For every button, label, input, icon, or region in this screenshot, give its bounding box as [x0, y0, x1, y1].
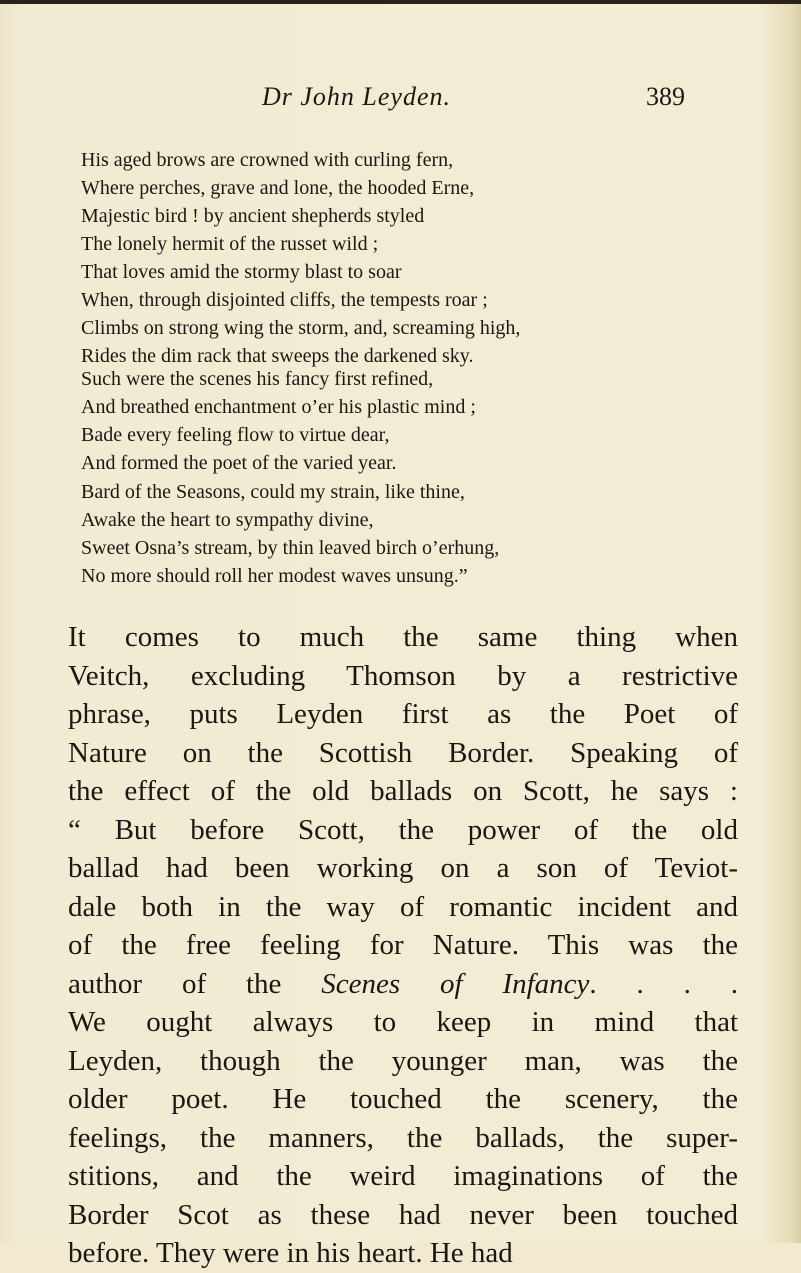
- running-title: Dr John Leyden.: [262, 82, 452, 111]
- poem-line: Bard of the Seasons, could my strain, like thine,: [81, 481, 465, 503]
- prose-line: feelings, the manners, the ballads, the super-: [68, 1121, 738, 1154]
- prose-line: “ But before Scott, the power of the old: [68, 813, 738, 846]
- prose-line: stitions, and the weird imaginations of the: [68, 1160, 738, 1192]
- poem-line: Climbs on strong wing the storm, and, screaming high,: [81, 317, 521, 339]
- poem-line: Bade every feeling flow to virtue dear,: [81, 424, 390, 446]
- poem-stanza-2: [81, 365, 476, 477]
- prose-line: Nature on the Scottish Border. Speaking of: [68, 736, 738, 769]
- poem-line: No more should roll her modest waves unsung.”: [81, 565, 468, 587]
- page-header: [0, 82, 801, 122]
- poem-line: When, through disjointed cliffs, the tempests roar ;: [81, 289, 488, 311]
- prose-line: Border Scot as these had never been touched: [68, 1198, 738, 1231]
- poem-line: Where perches, grave and lone, the hooded Erne,: [81, 177, 475, 199]
- poem-line: Majestic bird ! by ancient shepherds styled: [81, 205, 425, 227]
- page-number: 389: [646, 82, 685, 111]
- prose-text: . . . .: [589, 967, 739, 1000]
- poem-stanza-1: [81, 146, 520, 370]
- poem-line: Sweet Osna’s stream, by thin leaved birch o’erhung,: [81, 537, 500, 559]
- poem-line: And breathed enchantment o’er his plastic mind ;: [81, 396, 476, 418]
- prose-line: ballad had been working on a son of Teviot-: [68, 852, 738, 884]
- prose-line: dale both in the way of romantic incident and: [68, 890, 738, 923]
- prose-line: older poet. He touched the scenery, the: [68, 1083, 738, 1115]
- poem-line: Such were the scenes his fancy first refined,: [81, 368, 434, 390]
- prose-line-with-title: [68, 965, 738, 1004]
- poem-line: Awake the heart to sympathy divine,: [81, 509, 374, 531]
- prose-line: Leyden, though the younger man, was the: [68, 1044, 738, 1077]
- prose-paragraph: [68, 618, 738, 1273]
- prose-line: It comes to much the same thing when: [68, 621, 738, 653]
- prose-line: of the free feeling for Nature. This was the: [68, 929, 738, 961]
- prose-line: Veitch, excluding Thomson by a restrictive: [68, 659, 738, 692]
- prose-text: author of the: [68, 967, 322, 1000]
- prose-line: phrase, puts Leyden first as the Poet of: [68, 698, 738, 730]
- poem-line: And formed the poet of the varied year.: [81, 452, 397, 474]
- prose-line: We ought always to keep in mind that: [68, 1006, 738, 1038]
- prose-line: before. They were in his heart. He had: [68, 1237, 513, 1269]
- poem-line: The lonely hermit of the russet wild ;: [81, 233, 379, 255]
- poem-line: Rides the dim rack that sweeps the darkened sky.: [81, 345, 474, 367]
- prose-line: the effect of the old ballads on Scott, he says :: [68, 775, 738, 807]
- poem-line: That loves amid the stormy blast to soar: [81, 261, 402, 283]
- top-edge-rule: [0, 0, 801, 4]
- book-title-italic: Scenes of Infancy: [321, 967, 590, 1000]
- poem-stanza-3: [81, 478, 499, 590]
- poem-line: His aged brows are crowned with curling fern,: [81, 149, 454, 171]
